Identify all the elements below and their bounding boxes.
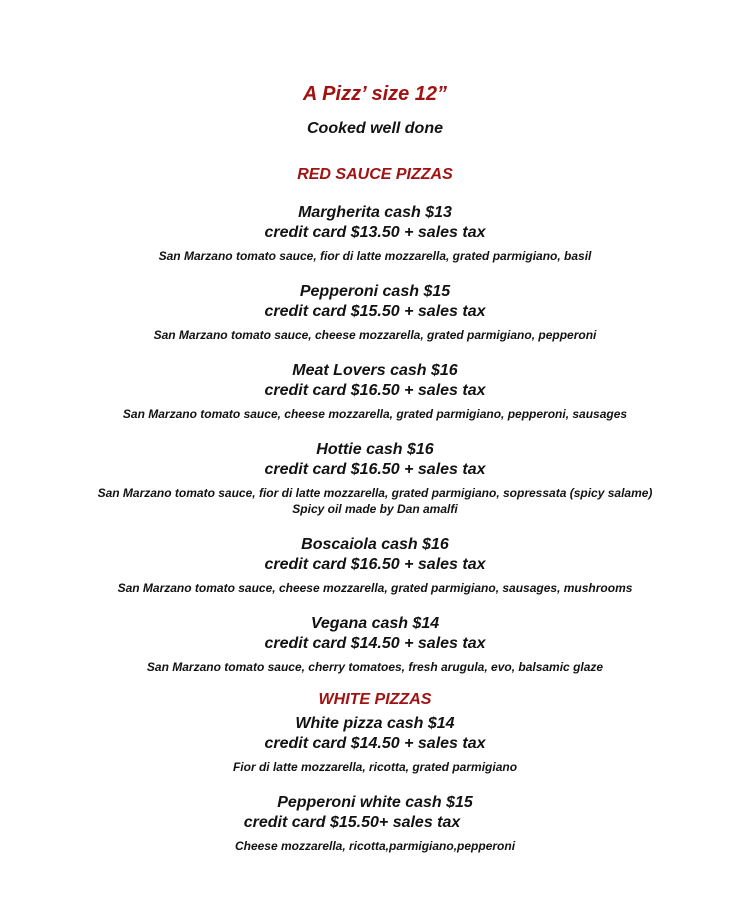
item-credit-price: credit card $15.50 + sales tax — [264, 303, 486, 320]
menu-item-meat-lovers — [0, 361, 750, 422]
section-heading-red-sauce: RED SAUCE PIZZAS — [297, 166, 453, 183]
item-description: Cheese mozzarella, ricotta,parmigiano,pepperoni — [234, 839, 516, 853]
section-heading-white: WHITE PIZZAS — [318, 691, 432, 708]
item-name: Hottie cash $16 — [316, 441, 434, 458]
item-description: San Marzano tomato sauce, fior di latte mozzarella, grated parmigiano, sopressata (spicy salame) — [97, 486, 653, 500]
item-description-note: Spicy oil made by Dan amalfi — [292, 502, 458, 516]
menu-item-hottie — [0, 440, 750, 517]
menu-item-pepperoni — [0, 282, 750, 343]
menu-title: A Pizz’ size 12” — [302, 83, 448, 105]
item-name: Margherita cash $13 — [298, 204, 452, 221]
item-name: Vegana cash $14 — [310, 615, 440, 632]
item-name: Pepperoni cash $15 — [299, 283, 451, 300]
item-description: San Marzano tomato sauce, fior di latte mozzarella, grated parmigiano, basil — [158, 249, 592, 263]
item-description: San Marzano tomato sauce, cherry tomatoes, fresh arugula, evo, balsamic glaze — [146, 660, 604, 674]
item-description: San Marzano tomato sauce, cheese mozzarella, grated parmigiano, pepperoni — [153, 328, 597, 342]
item-name: Boscaiola cash $16 — [301, 536, 449, 553]
item-credit-price: credit card $14.50 + sales tax — [264, 635, 486, 652]
menu-item-pepperoni-white — [0, 793, 750, 854]
item-credit-price: credit card $16.50 + sales tax — [264, 382, 486, 399]
item-name: Pepperoni white cash $15 — [277, 794, 473, 811]
item-description: San Marzano tomato sauce, cheese mozzarella, grated parmigiano, sausages, mushrooms — [117, 581, 633, 595]
menu-item-margherita — [0, 203, 750, 264]
menu-item-white-pizza — [0, 714, 750, 775]
menu-item-vegana — [0, 614, 750, 675]
item-credit-price: credit card $15.50+ sales tax — [243, 814, 461, 831]
item-credit-price: credit card $16.50 + sales tax — [264, 461, 486, 478]
section-red-sauce-pizzas — [0, 165, 750, 675]
item-name: Meat Lovers cash $16 — [292, 362, 458, 379]
menu-subtitle: Cooked well done — [306, 120, 443, 137]
menu-item-boscaiola — [0, 535, 750, 596]
item-credit-price: credit card $13.50 + sales tax — [264, 224, 486, 241]
item-name: White pizza cash $14 — [295, 715, 455, 732]
item-credit-price: credit card $14.50 + sales tax — [264, 735, 486, 752]
item-description: San Marzano tomato sauce, cheese mozzarella, grated parmigiano, pepperoni, sausages — [122, 407, 628, 421]
item-credit-price: credit card $16.50 + sales tax — [264, 556, 486, 573]
section-white-pizzas — [0, 690, 750, 854]
item-description: Fior di latte mozzarella, ricotta, grated parmigiano — [232, 760, 518, 774]
